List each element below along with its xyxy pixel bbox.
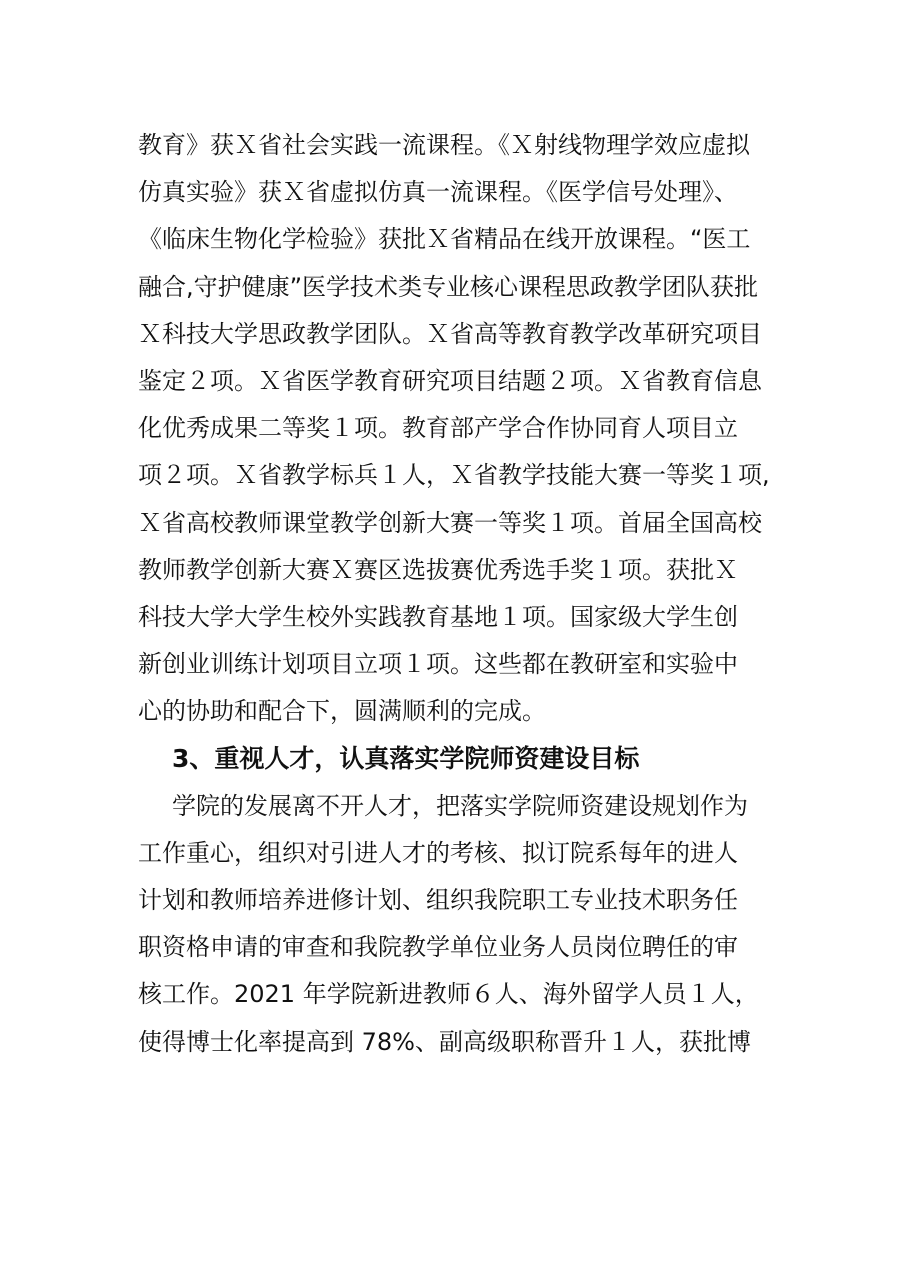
- text-line: 学院的发展离不开人才，把落实学院师资建设规划作为: [172, 791, 748, 820]
- text-line: 计划和教师培养进修计划、组织我院职工专业技术职务任: [138, 886, 738, 914]
- text-line: 教育》获Ｘ省社会实践一流课程。《Ｘ射线物理学效应虚拟: [138, 131, 750, 159]
- text-line: 核工作。2021 年学院新进教师６人、海外留学人员１人，: [138, 980, 759, 1009]
- text-line: 化优秀成果二等奖１项。教育部产学合作协同育人项目立: [138, 414, 738, 443]
- paragraph-1: [138, 122, 778, 735]
- text-line: 鉴定２项。Ｘ省医学教育研究项目结题２项。Ｘ省教育信息: [138, 366, 762, 395]
- text-line: 工作重心，组织对引进人才的考核、拟订院系每年的进人: [138, 838, 738, 867]
- text-line: 新创业训练计划项目立项１项。这些都在教研室和实验中: [138, 650, 738, 679]
- paragraph-2: [138, 783, 778, 1066]
- text-line: 职资格申请的审查和我院教学单位业务人员岗位聘任的审: [138, 933, 738, 962]
- text-line: 科技大学大学生校外实践教育基地１项。国家级大学生创: [138, 602, 738, 631]
- text-line: Ｘ省高校教师课堂教学创新大赛一等奖１项。首届全国高校: [138, 508, 762, 537]
- text-line: 教师教学创新大赛Ｘ赛区选拔赛优秀选手奖１项。获批Ｘ: [138, 555, 738, 584]
- text-line: 项２项。Ｘ省教学标兵１人，Ｘ省教学技能大赛一等奖１项,: [138, 461, 770, 490]
- text-line: 融合,守护健康”医学技术类专业核心课程思政教学团队获批: [138, 272, 759, 301]
- text-line: 《临床生物化学检验》获批Ｘ省精品在线开放课程。“医工: [138, 225, 751, 254]
- text-line: Ｘ科技大学思政教学团队。Ｘ省高等教育教学改革研究项目: [138, 319, 762, 348]
- text-line: 仿真实验》获Ｘ省虚拟仿真一流课程。《医学信号处理》、: [138, 178, 738, 207]
- section-heading: 3、重视人才，认真落实学院师资建设目标: [172, 744, 640, 774]
- text-line: 心的协助和配合下，圆满顺利的完成。: [138, 697, 546, 726]
- document-body: [138, 122, 778, 1066]
- text-line: 使得博士化率提高到 78%、副高级职称晋升１人，获批博: [138, 1027, 751, 1056]
